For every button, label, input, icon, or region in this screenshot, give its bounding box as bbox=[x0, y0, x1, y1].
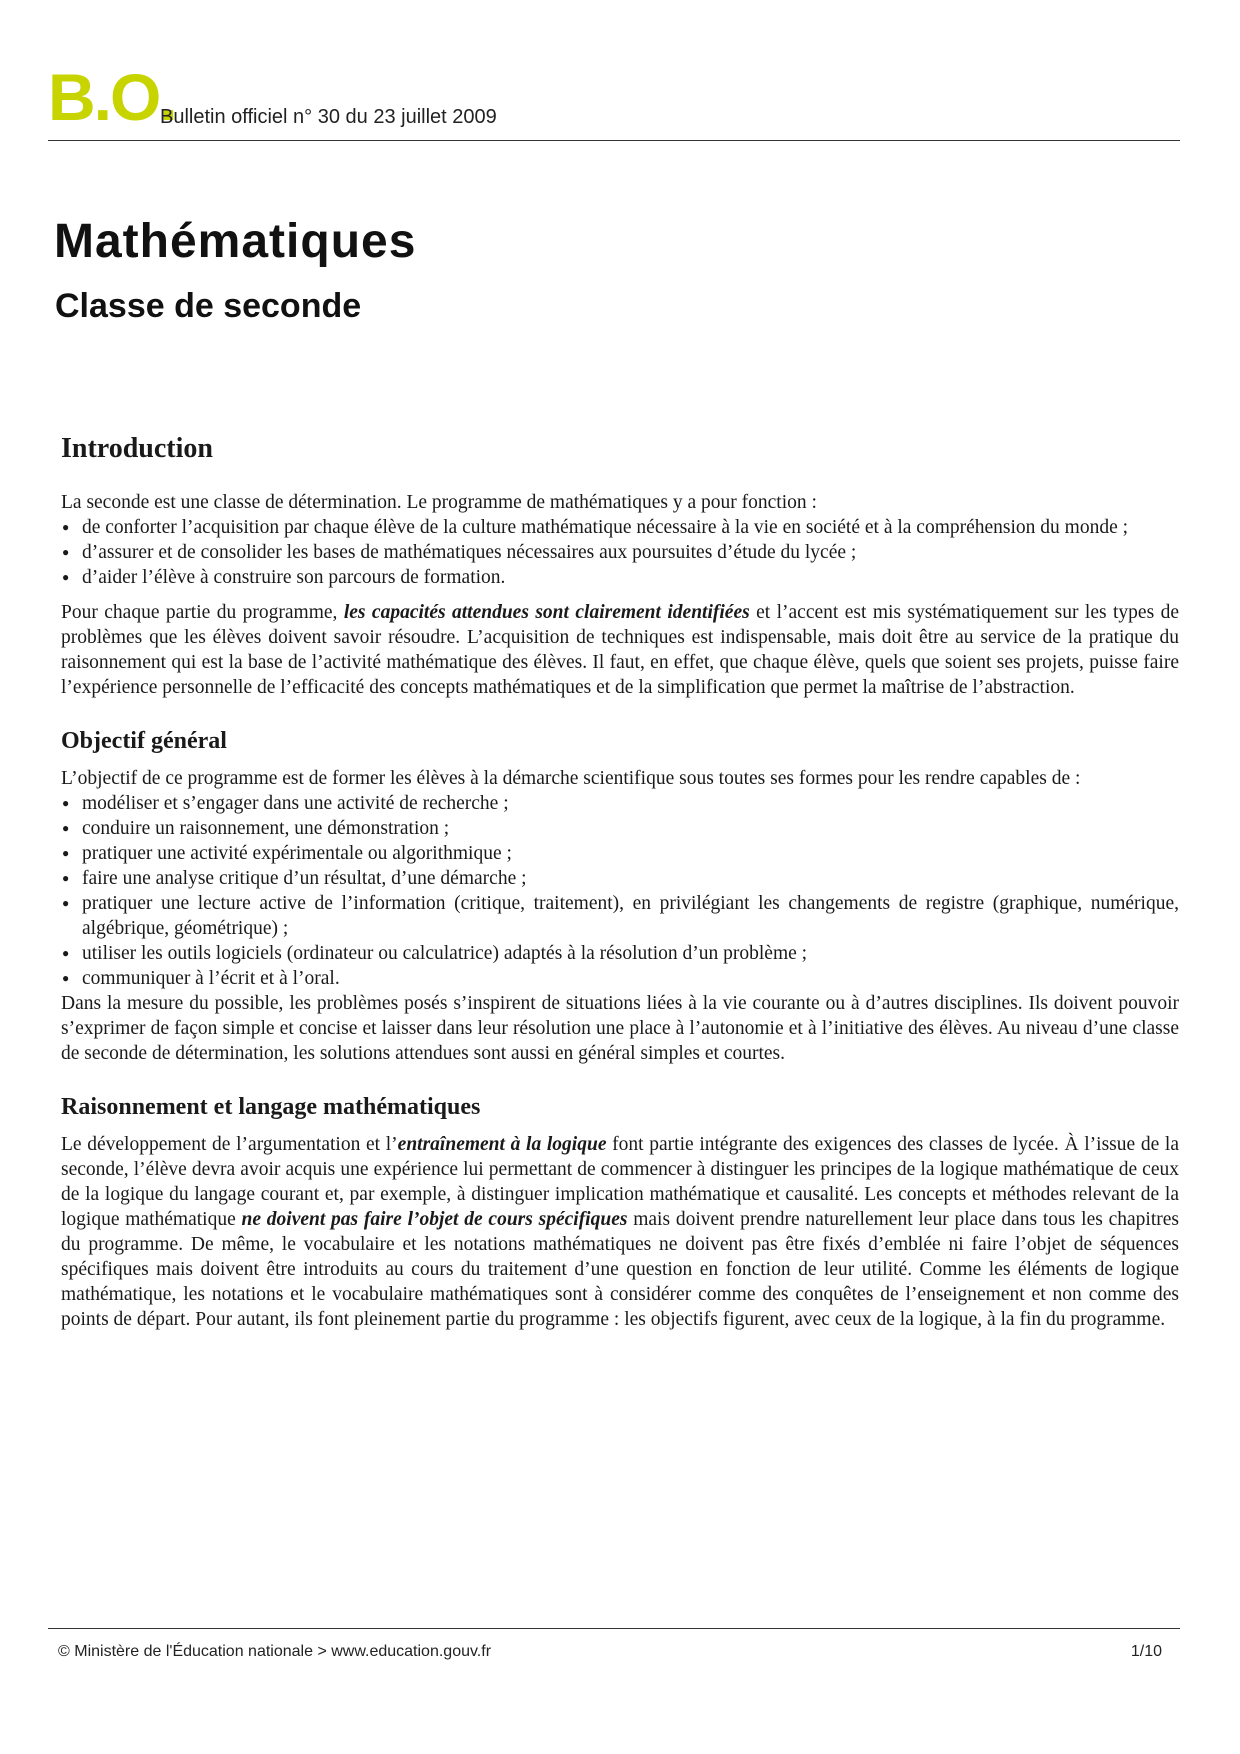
introduction-section bbox=[61, 432, 1179, 700]
page-title: Mathématiques bbox=[54, 215, 417, 268]
footer-copyright: © Ministère de l'Éducation nationale > www.education.gouv.fr bbox=[58, 1643, 492, 1660]
bo-logo: B.O. bbox=[48, 60, 176, 134]
list-item: ● pratiquer une lecture active de l’information (critique, traitement), en privilégiant les changements de registre (graphique, numérique, algébrique, géométrique) ; bbox=[61, 891, 1179, 941]
emphasis-logique: entraînement à la logique bbox=[397, 1134, 607, 1155]
page-header bbox=[48, 60, 1180, 141]
objectif-lead: L’objectif de ce programme est de former les élèves à la démarche scientifique sous toutes ses formes pour les rendre capables de : bbox=[61, 768, 1081, 789]
page-number: 1/10 bbox=[1130, 1643, 1162, 1660]
objectif-heading: Objectif général bbox=[61, 728, 227, 754]
text-run: Pour chaque partie du programme, bbox=[61, 602, 344, 623]
list-item: ● utiliser les outils logiciels (ordinateur ou calculatrice) adaptés à la résolution d’un problème ; bbox=[61, 941, 1179, 966]
emphasis-capacites: les capacités attendues sont clairement identifiées bbox=[343, 602, 750, 623]
text-run: et l’accent est mis systématiquement sur les types de problèmes que les élèves doivent savoir résoudre. L’acquisition de techniques est indispensable, mais doit être au service de la pratique du raisonnement qui est la base de l’activité mathématique des élèves. Il faut, en effet, que chaque élève, quels que soient ses projets, puisse faire l’expérience personnelle de l’efficacité des concepts mathématiques et de la simplification que permet la maîtrise de l’abstraction. bbox=[61, 602, 1179, 698]
raisonnement-paragraph bbox=[61, 1132, 1179, 1332]
publication-title: Bulletin officiel n° 30 du 23 juillet 2009 bbox=[160, 106, 497, 128]
list-item: ● de conforter l’acquisition par chaque élève de la culture mathématique nécessaire à la vie en société et à la compréhension du monde ; bbox=[61, 515, 1179, 540]
objectif-list bbox=[61, 791, 1179, 991]
introduction-heading: Introduction bbox=[61, 433, 213, 464]
list-item: ● d’assurer et de consolider les bases de mathématiques nécessaires aux poursuites d’étude du lycée ; bbox=[61, 540, 1179, 565]
list-item: ● modéliser et s’engager dans une activité de recherche ; bbox=[61, 791, 1179, 816]
page-subtitle: Classe de seconde bbox=[55, 287, 362, 325]
list-item: ● faire une analyse critique d’un résultat, d’une démarche ; bbox=[61, 866, 1179, 891]
list-item: ● conduire un raisonnement, une démonstration ; bbox=[61, 816, 1179, 841]
raisonnement-section bbox=[61, 1092, 1179, 1332]
introduction-list bbox=[61, 515, 1179, 590]
emphasis-cours: ne doivent pas faire l’objet de cours spécifiques bbox=[241, 1209, 628, 1230]
list-item: ● communiquer à l’écrit et à l’oral. bbox=[61, 966, 1179, 991]
list-item: ● pratiquer une activité expérimentale ou algorithmique ; bbox=[61, 841, 1179, 866]
text-run: font partie intégrante des exigences des classes de lycée. À l’issue de la seconde, l’élève devra avoir acquis une expérience lui permettant de commencer à distinguer les principes de la logique mathématique de ceux de la logique du langage courant et, par exemple, à distinguer implication mathématique et causalité. Les concepts et méthodes relevant de la logique mathématique bbox=[61, 1134, 1179, 1230]
introduction-paragraph bbox=[61, 600, 1179, 700]
list-item: ● d’aider l’élève à construire son parcours de formation. bbox=[61, 565, 1179, 590]
text-run: mais doivent prendre naturellement leur place dans tous les chapitres du programme. De même, le vocabulaire et les notations mathématiques ne doivent pas être fixés d’emblée ni faire l’objet de séquences spécifiques mais doivent être introduits au cours du traitement d’une question en fonction de leur utilité. Comme les éléments de logique mathématique, les notations et le vocabulaire mathématiques sont à considérer comme des conquêtes de l’enseignement et non comme des points de départ. Pour autant, ils font pleinement partie du programme : les objectifs figurent, avec ceux de la logique, à la fin du programme. bbox=[61, 1209, 1179, 1330]
raisonnement-heading: Raisonnement et langage mathématiques bbox=[61, 1094, 481, 1120]
document-body bbox=[61, 432, 1179, 1332]
objectif-closing: Dans la mesure du possible, les problèmes posés s’inspirent de situations liées à la vie courante ou à d’autres disciplines. Ils doivent pouvoir s’exprimer de façon simple et concise et laisser dans leur résolution une place à l’autonomie et à l’initiative des élèves. Au niveau d’une classe de seconde de détermination, les solutions attendues sont aussi en général simples et courtes. bbox=[61, 993, 1179, 1064]
objectif-section bbox=[61, 726, 1179, 1066]
introduction-lead: La seconde est une classe de détermination. Le programme de mathématiques y a pour fonction : bbox=[61, 492, 817, 513]
page-footer bbox=[48, 1628, 1180, 1660]
text-run: Le développement de l’argumentation et l’ bbox=[61, 1134, 398, 1155]
